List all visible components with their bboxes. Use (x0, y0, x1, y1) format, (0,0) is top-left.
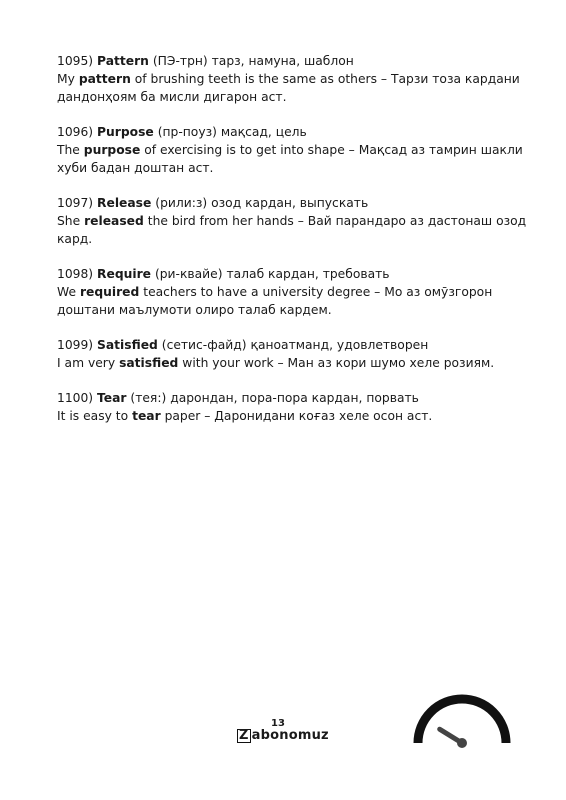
entry-example: The purpose of exercising is to get into shape – Мақсад аз тамрин шакли хуби бадан доштан аст. (57, 143, 523, 175)
entry-pronunciation: (ри-квайе) (154, 267, 223, 281)
gauge-hub (457, 738, 467, 748)
entry-word: Release (97, 196, 152, 210)
entry-pronunciation: (тея:) (130, 391, 167, 405)
entry-pronunciation: (пр-поуз) (157, 125, 217, 139)
vocab-entry (57, 336, 527, 372)
brand-logo (237, 728, 329, 743)
entry-pronunciation: (сетис-файд) (161, 338, 247, 352)
gauge-arc (418, 699, 506, 743)
entry-meaning: озод кардан, выпускать (211, 196, 369, 210)
entry-heading (57, 389, 527, 407)
entry-word: Satisfied (97, 338, 158, 352)
entry-number: 1099) (57, 338, 94, 352)
example-keyword: satisfied (119, 356, 179, 370)
example-keyword: tear (132, 409, 161, 423)
entry-pronunciation: (рили:з) (155, 196, 208, 210)
vocab-entry (57, 389, 527, 425)
entry-word: Purpose (97, 125, 154, 139)
entry-number: 1096) (57, 125, 94, 139)
entry-example: I am very satisfied with your work – Ман аз кори шумо хеле розиям. (57, 356, 495, 370)
example-keyword: released (84, 214, 144, 228)
entry-heading (57, 265, 527, 283)
entry-number: 1097) (57, 196, 94, 210)
entry-meaning: талаб кардан, требовать (226, 267, 390, 281)
page-number: 13 (271, 718, 285, 729)
entry-number: 1095) (57, 54, 94, 68)
entry-meaning: тарз, намуна, шаблон (211, 54, 354, 68)
example-keyword: pattern (78, 72, 131, 86)
entry-meaning: қаноатманд, удовлетворен (250, 338, 429, 352)
logo-text: abonomuz (251, 728, 329, 743)
example-keyword: required (79, 285, 140, 299)
vocab-entry (57, 194, 527, 248)
entry-word: Pattern (97, 54, 149, 68)
example-keyword: purpose (83, 143, 141, 157)
entry-meaning: дарондан, пора-пора кардан, порвать (170, 391, 419, 405)
entry-word: Tear (97, 391, 127, 405)
vocab-entry (57, 123, 527, 177)
entry-heading (57, 194, 527, 212)
entry-example: It is easy to tear paper – Даронидани коғаз хеле осон аст. (57, 409, 433, 423)
entry-word: Require (97, 267, 152, 281)
vocabulary-list (57, 52, 527, 442)
vocab-entry (57, 52, 527, 106)
entry-example: My pattern of brushing teeth is the same as others – Тарзи тоза кардани дандонҳоям ба мисли дигарон аст. (57, 72, 520, 104)
entry-pronunciation: (ПЭ-трн) (152, 54, 208, 68)
entry-example: She released the bird from her hands – Вай парандаро аз дастонаш озод кард. (57, 214, 527, 246)
entry-number: 1100) (57, 391, 94, 405)
entry-heading (57, 52, 527, 70)
entry-heading (57, 336, 527, 354)
speedometer-icon (410, 693, 514, 755)
entry-meaning: мақсад, цель (220, 125, 307, 139)
page-footer (237, 718, 332, 748)
entry-example: We required teachers to have a university degree – Мо аз омӯзгорон доштани маълумоти олиро талаб кардем. (57, 285, 493, 317)
entry-heading (57, 123, 527, 141)
logo-z-mark: Z (239, 728, 249, 743)
entry-number: 1098) (57, 267, 94, 281)
vocab-entry (57, 265, 527, 319)
